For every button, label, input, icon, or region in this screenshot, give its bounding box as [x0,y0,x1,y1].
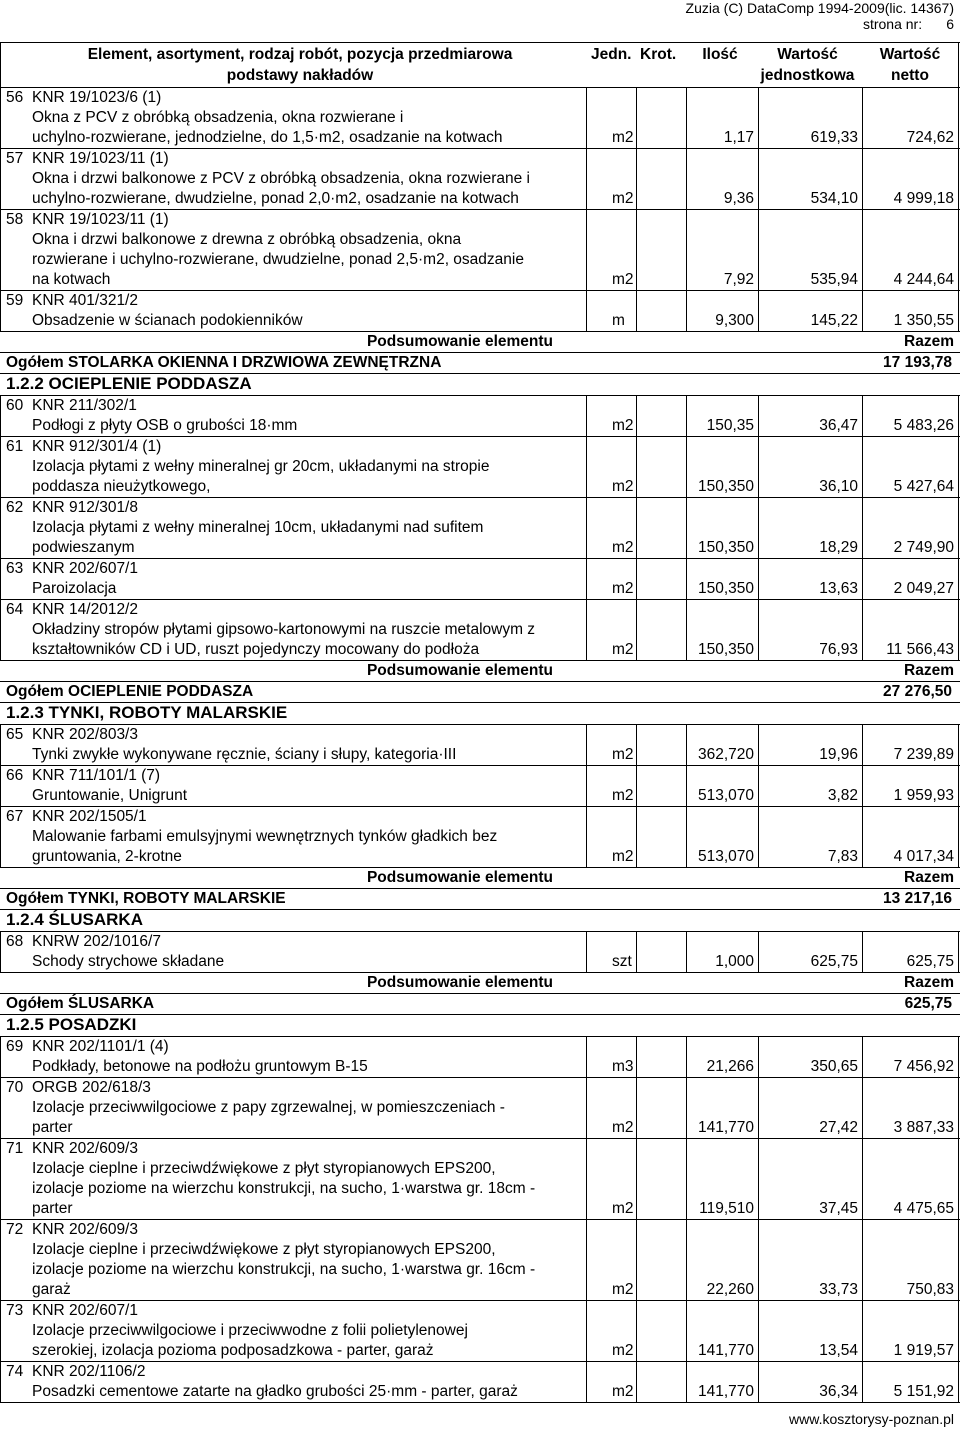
item-net-value: 724,62 [906,129,954,146]
col-header-jedn: Jedn. [591,46,632,63]
item-number: 66 [6,767,24,784]
item-net-value: 750,83 [906,1281,954,1298]
item-quantity: 150,350 [697,580,754,597]
item-quantity: 513,070 [697,787,754,804]
item-description: uchylno-rozwierane, dwudzielne, ponad 2,0·m2, osadzanie na kotwach [32,190,519,207]
column-divider [862,1037,863,1403]
item-net-value: 11 566,43 [886,641,954,658]
item-code: KNR 912/301/8 [32,499,138,516]
item-number: 58 [6,211,24,228]
column-divider [0,1037,1,1403]
item-description: izolacje poziome na wierzchu konstrukcji, na sucho, 1·warstwa gr. 16cm - [32,1261,536,1278]
item-unit-price: 36,34 [819,1383,858,1400]
item-description: Gruntowanie, Unigrunt [32,787,188,804]
col-header-ilosc: Ilość [702,46,738,63]
section-rule [0,724,960,725]
item-description: izolacje poziome na wierzchu konstrukcji, na sucho, 1·warstwa gr. 18cm - [32,1180,536,1197]
item-unit-price: 7,83 [827,848,858,865]
item-description: Tynki zwykłe wykonywane ręcznie, ściany i słupy, kategoria·III [32,746,457,763]
summary-label: Podsumowanie elementu [366,662,554,679]
item-description: Izolacja płytami z wełny mineralnej gr 20cm, układanymi na stropie [32,458,490,475]
item-unit: m2 [612,848,634,865]
col-header-wartosc-jedn-2: jednostkowa [760,67,855,84]
item-unit: m2 [612,417,634,434]
item-unit: m [612,312,625,329]
column-divider [686,725,687,868]
column-divider [758,396,759,661]
item-code: KNR 202/1101/1 (4) [32,1038,169,1055]
total-rule [0,909,960,910]
total-rule [0,1014,960,1015]
item-code: KNR 202/1106/2 [32,1363,146,1380]
item-quantity: 150,350 [697,641,754,658]
item-description: Izolacja płytami z wełny mineralnej 10cm, układanymi nad sufitem [32,519,484,536]
item-unit-price: 3,82 [827,787,858,804]
item-quantity: 22,260 [706,1281,754,1298]
item-code: KNR 202/1505/1 [32,808,147,825]
column-divider [686,88,687,332]
item-number: 60 [6,397,24,414]
item-unit-price: 534,10 [810,190,858,207]
column-divider [0,88,1,332]
license-text: Zuzia (C) DataComp 1994-2009(lic. 14367) [685,0,954,16]
summary-label: Podsumowanie elementu [366,333,554,350]
col-header-wartosc-netto-1: Wartość [879,46,941,63]
item-number: 59 [6,292,24,309]
item-rule [0,290,960,291]
item-number: 71 [6,1140,24,1157]
item-net-value: 5 483,26 [893,417,954,434]
item-net-value: 4 475,65 [893,1200,954,1217]
item-code: KNR 19/1023/6 (1) [32,89,162,106]
item-rule [0,558,960,559]
column-divider [586,88,587,332]
section-total-value: 27 276,50 [883,683,952,700]
section-title: 1.2.2 OCIEPLENIE PODDASZA [6,374,252,393]
item-net-value: 3 887,33 [893,1119,954,1136]
item-unit: m2 [612,190,634,207]
item-quantity: 7,92 [723,271,754,288]
item-description: Paroizolacja [32,580,117,597]
item-unit-price: 535,94 [810,271,858,288]
column-divider [862,725,863,868]
item-unit-price: 19,96 [819,746,858,763]
item-quantity: 9,300 [715,312,754,329]
item-unit-price: 36,10 [819,478,858,495]
item-code: KNR 14/2012/2 [32,601,138,618]
item-unit: m2 [612,478,634,495]
item-net-value: 1 959,93 [893,787,954,804]
item-number: 67 [6,808,24,825]
item-net-value: 4 017,34 [893,848,954,865]
section-total-label: Ogółem OCIEPLENIE PODDASZA [6,683,254,700]
col-header-element-1: Element, asortyment, rodzaj robót, pozycja przedmiarowa [87,46,513,63]
column-divider [958,725,959,868]
item-rule [0,497,960,498]
item-unit: m2 [612,1119,634,1136]
column-divider [862,396,863,661]
item-rule [0,1138,960,1139]
item-unit: m2 [612,580,634,597]
item-quantity: 21,266 [706,1058,754,1075]
item-unit-price: 37,45 [819,1200,858,1217]
item-description: szerokiej, izolacja pozioma podposadzkowa - parter, garaż [32,1342,434,1359]
item-number: 68 [6,933,24,950]
item-unit: m2 [612,1281,634,1298]
item-description: podwieszanym [32,539,135,556]
summary-razem: Razem [904,974,954,991]
item-net-value: 4 244,64 [893,271,954,288]
item-unit-price: 619,33 [810,129,858,146]
column-divider [862,88,863,332]
item-unit: szt [612,953,632,970]
item-description: Okładziny stropów płytami gipsowo-kartonowymi na ruszcie metalowym z [32,621,536,638]
item-description: na kotwach [32,271,111,288]
item-net-value: 625,75 [906,953,954,970]
section-total-value: 13 217,16 [883,890,952,907]
column-divider [758,932,759,973]
column-divider [586,1037,587,1403]
item-description: parter [32,1119,73,1136]
item-net-value: 1 350,55 [893,312,954,329]
item-unit-price: 625,75 [810,953,858,970]
item-quantity: 119,510 [699,1200,754,1217]
item-code: KNR 211/302/1 [32,397,137,414]
item-description: poddasza nieużytkowego, [32,478,211,495]
item-number: 73 [6,1302,24,1319]
item-description: rozwierane i uchylno-rozwierane, dwudzielne, ponad 2,5·m2, osadzanie [32,251,524,268]
item-quantity: 1,000 [715,953,754,970]
item-unit-price: 36,47 [819,417,858,434]
item-unit: m2 [612,787,634,804]
summary-razem: Razem [904,869,954,886]
column-divider [586,725,587,868]
item-description: garaż [32,1281,71,1298]
item-description: Obsadzenie w ścianach podokienników [32,312,303,329]
section-total-value: 625,75 [904,995,952,1012]
item-net-value: 2 049,27 [893,580,954,597]
item-number: 63 [6,560,24,577]
item-unit: m2 [612,1383,634,1400]
item-description: Izolacje cieplne i przeciwdźwiękowe z płyt styropianowych EPS200, [32,1241,496,1258]
item-unit-price: 13,54 [819,1342,858,1359]
section-title: 1.2.3 TYNKI, ROBOTY MALARSKIE [6,703,288,722]
item-code: KNR 401/321/2 [32,292,138,309]
column-divider [758,1037,759,1403]
summary-razem: Razem [904,333,954,350]
item-net-value: 7 239,89 [893,746,954,763]
item-quantity: 141,770 [697,1119,754,1136]
item-rule [0,1300,960,1301]
item-net-value: 1 919,57 [893,1342,954,1359]
section-total-label: Ogółem STOLARKA OKIENNA I DRZWIOWA ZEWNĘTRZNA [6,354,442,371]
item-description: kształtowników CD i UD, ruszt pojedynczy mocowany do podłoża [32,641,480,658]
item-code: KNR 202/607/1 [32,1302,138,1319]
column-divider [0,725,1,868]
summary-label: Podsumowanie elementu [366,974,554,991]
col-header-krot: Krot. [640,46,677,63]
item-quantity: 1,17 [723,129,754,146]
item-net-value: 5 427,64 [893,478,954,495]
section-title: 1.2.5 POSADZKI [6,1015,137,1034]
item-number: 72 [6,1221,24,1238]
table-top-rule [0,42,960,43]
item-rule [0,1219,960,1220]
col-header-element-2: podstawy nakładów [226,67,374,84]
item-net-value: 4 999,18 [893,190,954,207]
item-quantity: 9,36 [723,190,754,207]
section-total-value: 17 193,78 [883,354,952,371]
item-description: gruntowania, 2-krotne [32,848,182,865]
item-quantity: 141,770 [697,1342,754,1359]
column-divider [686,1037,687,1403]
item-unit: m2 [612,539,634,556]
item-code: KNR 202/607/1 [32,560,138,577]
section-total-label: Ogółem TYNKI, ROBOTY MALARSKIE [6,890,286,907]
item-description: Okna z PCV z obróbką obsadzenia, okna rozwierane i [32,109,404,126]
item-code: KNR 912/301/4 (1) [32,438,162,455]
item-number: 61 [6,438,24,455]
item-description: Malowanie farbami emulsyjnymi wewnętrznych tynków gładkich bez [32,828,498,845]
item-net-value: 5 151,92 [893,1383,954,1400]
item-number: 74 [6,1363,24,1380]
item-description: Okna i drzwi balkonowe z PCV z obróbką obsadzenia, okna rozwierane i [32,170,530,187]
column-divider [958,932,959,973]
footer-url: www.kosztorysy-poznan.pl [789,1411,954,1427]
item-number: 70 [6,1079,24,1096]
item-number: 57 [6,150,24,167]
column-divider [958,88,959,332]
item-code: KNR 202/609/3 [32,1221,138,1238]
section-title: 1.2.4 ŚLUSARKA [6,910,143,929]
column-divider [0,42,1,88]
item-unit-price: 13,63 [819,580,858,597]
item-number: 62 [6,499,24,516]
column-divider [958,396,959,661]
item-description: Okna i drzwi balkonowe z drewna z obróbką obsadzenia, okna [32,231,462,248]
item-number: 65 [6,726,24,743]
item-unit-price: 145,22 [810,312,858,329]
item-quantity: 513,070 [697,848,754,865]
item-code: ORGB 202/618/3 [32,1079,151,1096]
item-description: uchylno-rozwierane, jednodzielne, do 1,5·m2, osadzanie na kotwach [32,129,503,146]
item-code: KNR 19/1023/11 (1) [32,211,169,228]
item-quantity: 150,350 [697,478,754,495]
column-divider [686,932,687,973]
column-divider [958,42,959,88]
item-quantity: 362,720 [697,746,754,763]
item-unit-price: 18,29 [819,539,858,556]
item-unit-price: 350,65 [810,1058,858,1075]
column-divider [0,932,1,973]
item-code: KNRW 202/1016/7 [32,933,161,950]
column-divider [0,396,1,661]
item-description: Izolacje cieplne i przeciwdźwiękowe z płyt styropianowych EPS200, [32,1160,496,1177]
item-unit: m2 [612,129,634,146]
page-number-line [863,16,954,33]
item-unit-price: 76,93 [819,641,858,658]
column-divider [758,725,759,868]
item-rule [0,599,960,600]
summary-label: Podsumowanie elementu [366,869,554,886]
item-unit: m3 [612,1058,634,1075]
item-quantity: 141,770 [697,1383,754,1400]
item-description: Schody strychowe składane [32,953,225,970]
column-divider [686,396,687,661]
item-description: Izolacje przeciwwilgociowe z papy zgrzewalnej, w pomieszczeniach - [32,1099,505,1116]
item-quantity: 150,350 [697,539,754,556]
item-code: KNR 711/101/1 (7) [32,767,161,784]
column-divider [636,932,637,973]
column-divider [636,1037,637,1403]
column-divider [586,932,587,973]
item-unit: m2 [612,1200,634,1217]
item-unit-price: 27,42 [819,1119,858,1136]
item-description: Izolacje przeciwwilgociowe i przeciwwodne z folii polietylenowej [32,1322,468,1339]
col-header-wartosc-jedn-1: Wartość [777,46,838,63]
item-unit: m2 [612,641,634,658]
item-code: KNR 202/609/3 [32,1140,138,1157]
item-description: Podkłady, betonowe na podłożu gruntowym B-15 [32,1058,368,1075]
column-divider [758,88,759,332]
section-total-label: Ogółem ŚLUSARKA [6,995,155,1012]
item-unit: m2 [612,1342,634,1359]
item-code: KNR 19/1023/11 (1) [32,150,169,167]
item-number: 56 [6,89,24,106]
item-unit: m2 [612,271,634,288]
column-divider [636,396,637,661]
item-description: Podłogi z płyty OSB o grubości 18·mm [32,417,298,434]
item-number: 64 [6,601,24,618]
column-divider [636,725,637,868]
item-unit: m2 [612,746,634,763]
item-rule [0,1402,960,1403]
item-quantity: 150,35 [706,417,754,434]
page-number: 6 [946,16,954,32]
col-header-wartosc-netto-2: netto [891,67,929,84]
column-divider [862,932,863,973]
column-divider [636,88,637,332]
column-divider [586,396,587,661]
item-code: KNR 202/803/3 [32,726,138,743]
column-divider [958,1037,959,1403]
item-unit-price: 33,73 [819,1281,858,1298]
item-description: parter [32,1200,73,1217]
item-net-value: 7 456,92 [893,1058,954,1075]
summary-razem: Razem [904,662,954,679]
item-description: Posadzki cementowe zatarte na gładko grubości 25·mm - parter, garaż [32,1383,518,1400]
section-rule [0,395,960,396]
item-net-value: 2 749,90 [893,539,954,556]
page-label: strona nr: [862,16,923,32]
item-number: 69 [6,1038,24,1055]
